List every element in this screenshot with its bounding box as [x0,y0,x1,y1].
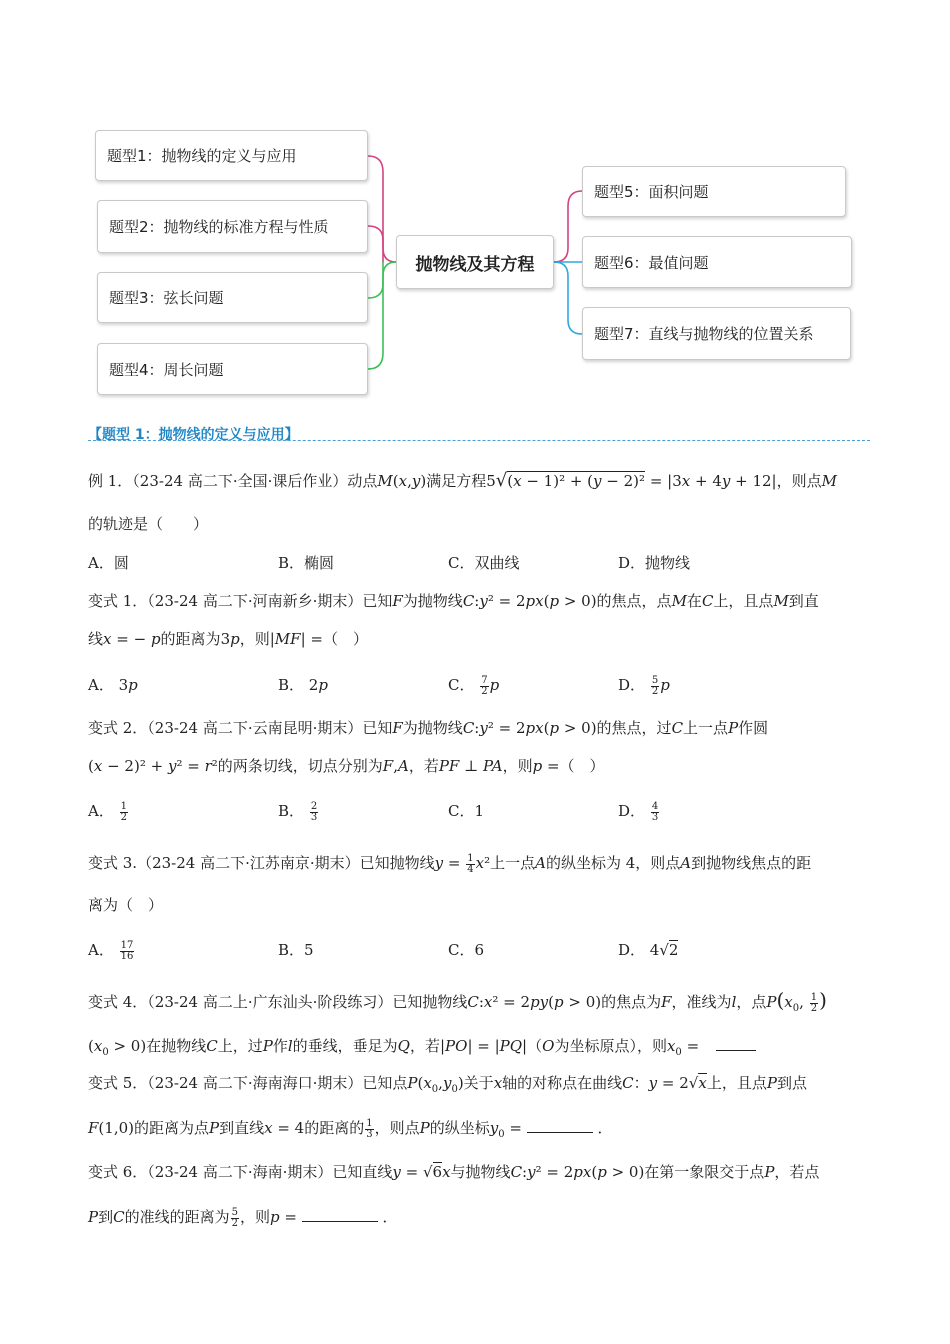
ex1-option-d[interactable]: D．抛物线 [618,554,691,572]
v6-answer-blank[interactable] [302,1207,378,1222]
connector-right-5 [554,191,582,262]
v5-line1: 变式 5．（23-24 高二下·海南海口·期末）已知点$P(x_0,y_0)$关于x轴的对称点在曲线C：y = 2√x上，且点P到点 [88,1074,807,1095]
v1-option-c[interactable]: C． $\frac{7}{2}$ p [448,674,500,697]
v4-line2: $(x_0 > 0)$在抛物线C上，过P作l的垂线，垂足为Q，若|PO| = |PQ|（O为坐标原点），则$x_0$ = [88,1036,756,1063]
section-title: 【题型 1：抛物线的定义与应用】 [88,427,299,443]
v6-line1: 变式 6．（23-24 高二下·海南·期末）已知直线y = √6x与抛物线C:y² = 2px(p > 0)在第一象限交于点P，若点 [88,1163,820,1181]
ex1-option-b[interactable]: B．椭圆 [278,554,335,572]
v2-option-b[interactable]: B． $\frac{2}{3}$ [278,800,318,823]
v2-option-c[interactable]: C．1 [448,802,485,820]
connector-left-2 [368,226,383,262]
v5-answer-blank[interactable] [527,1118,593,1133]
v3-line2: 离为（ ） [88,896,164,914]
mindmap-node-type1: 题型1：抛物线的定义与应用 [95,130,368,181]
connector-right-7 [554,262,582,334]
mindmap-node-type4: 题型4：周长问题 [97,343,368,395]
v3-option-a[interactable]: A． $\frac{17}{16}$ [88,939,134,962]
v6-line2: P到C的准线的距离为 $\frac{5}{2}$ ，则p = ． [88,1206,398,1229]
ex1-option-c[interactable]: C．双曲线 [448,554,520,572]
v3-option-c[interactable]: C．6 [448,941,485,959]
v1-line1: 变式 1．（23-24 高二下·河南新乡·期末）已知F为抛物线C:y² = 2px(p > 0)的焦点，点M在C上，且点M到直 [88,592,819,610]
ex1-line1: 例 1．（23-24 高二下·全国·课后作业）动点M(x,y)满足方程5√(x − 1)² + (y − 2)² = |3x + 4y + 12|，则点M [88,470,837,491]
mindmap-center-node: 抛物线及其方程 [396,235,554,289]
connector-left-3 [368,262,383,298]
v2-line1: 变式 2．（23-24 高二下·云南昆明·期末）已知F为抛物线C:y² = 2px(p > 0)的焦点，过C上一点P作圆 [88,719,769,737]
mindmap-node-type7: 题型7：直线与抛物线的位置关系 [582,307,851,360]
v5-line2: F(1,0)的距离为点P到直线x = 4的距离的 $\frac{1}{3}$ ，则点P的纵坐标$y_0$ = ． [88,1117,613,1140]
connector-left-1 [368,156,396,262]
v1-option-d[interactable]: D． $\frac{5}{2}$ p [618,674,670,697]
mindmap-node-type5: 题型5：面积问题 [582,166,846,217]
v2-option-a[interactable]: A． $\frac{1}{2}$ [88,800,127,823]
v2-line2: (x − 2)² + y² = r²的两条切线，切点分别为F,A，若PF ⊥ PA，则p =（ ） [88,757,605,775]
v1-option-b[interactable]: B． 2p [278,676,328,694]
v2-option-d[interactable]: D． $\frac{4}{3}$ [618,800,659,823]
v3-option-b[interactable]: B．5 [278,941,314,959]
v3-line1: 变式 3.（23-24 高二下·江苏南京·期末）已知抛物线y = $\frac{1}{4}$ x²上一点A的纵坐标为 4，则点A到抛物线焦点的距 [88,852,812,875]
connector-left-4 [368,262,396,369]
v3-option-d[interactable]: D． 4√2 [618,941,679,959]
v4-line1: 变式 4．（23-24 高二上·广东汕头·阶段练习）已知抛物线C:x² = 2py(p > 0)的焦点为F，准线为l，点$P(x_0$, $\frac{1}{2}$ ) [88,988,827,1014]
mindmap-node-type6: 题型6：最值问题 [582,236,852,288]
section-divider [88,440,870,441]
ex1-option-a[interactable]: A．圆 [88,554,129,572]
mindmap-node-type2: 题型2：抛物线的标准方程与性质 [97,200,368,253]
mindmap-node-type3: 题型3：弦长问题 [97,272,368,323]
v1-option-a[interactable]: A． 3p [88,676,138,694]
v4-answer-blank[interactable] [716,1036,756,1051]
ex1-line2: 的轨迹是（ ） [88,515,209,533]
v1-line2: 线x = − p的距离为3p，则|MF| =（ ） [88,630,368,648]
